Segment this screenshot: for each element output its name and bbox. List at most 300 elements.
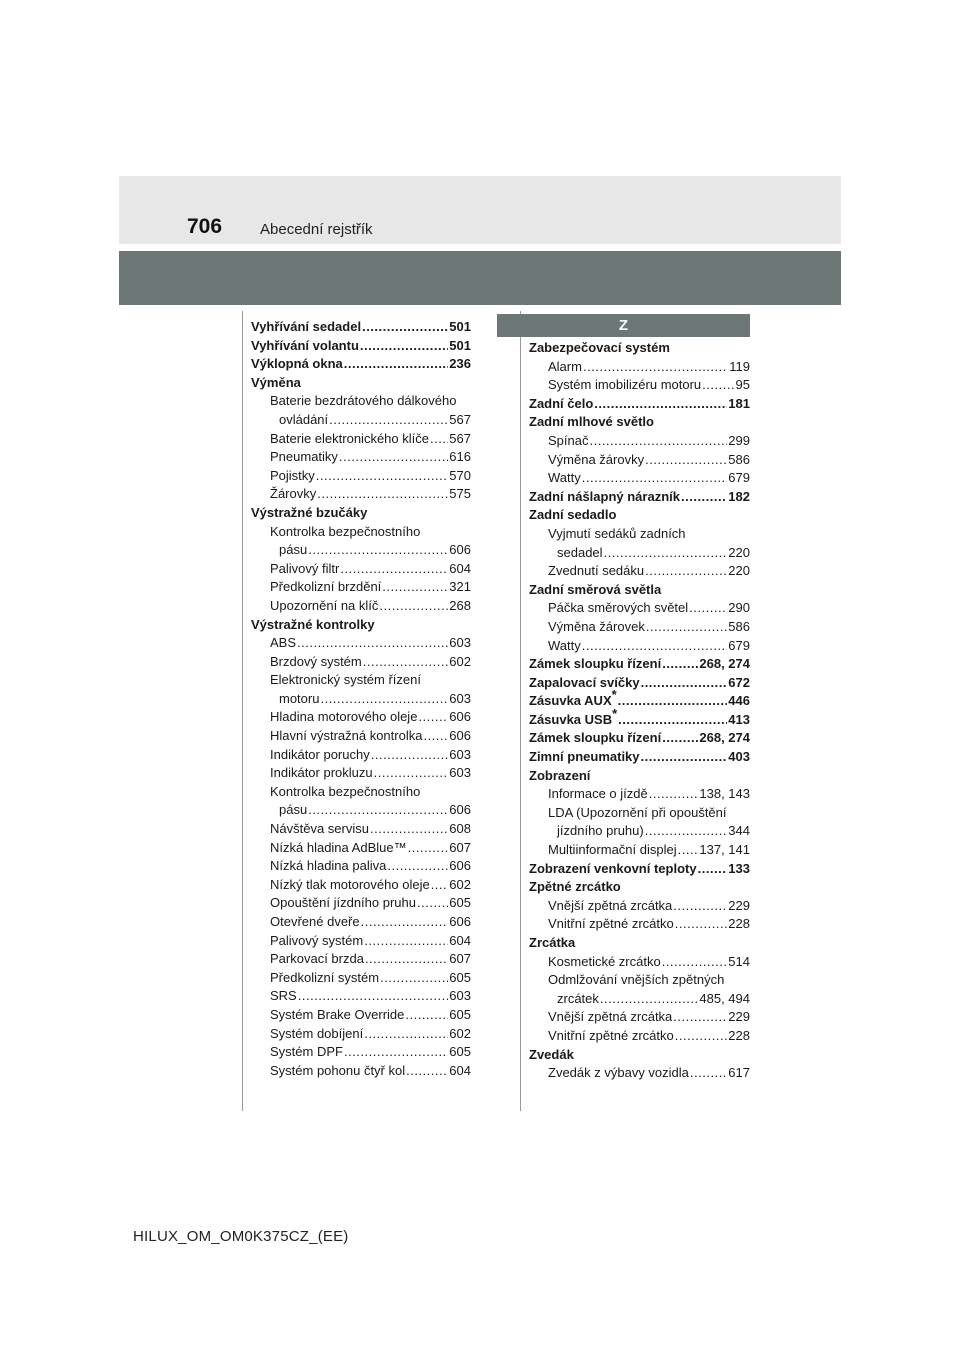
index-entry-text: Multiinformační displej xyxy=(548,842,677,858)
index-entry xyxy=(251,1006,471,1025)
index-entry-label xyxy=(548,469,581,488)
index-entry xyxy=(251,857,471,876)
index-page-ref: 606 xyxy=(449,858,471,874)
index-entry-text: Informace o jízdě xyxy=(548,786,648,802)
left-column-rule xyxy=(242,311,243,1111)
index-page-ref: 603 xyxy=(449,765,471,781)
dot-leader xyxy=(297,634,448,653)
index-page-ref: 617 xyxy=(728,1065,750,1081)
index-entry-label xyxy=(548,785,648,804)
index-entry-label xyxy=(270,987,297,1006)
dot-leader xyxy=(681,488,727,507)
index-entry-text: Žárovky xyxy=(270,486,317,502)
index-entry-text: Otevřené dveře xyxy=(270,914,360,929)
index-entry xyxy=(251,541,471,560)
index-entry-text: Palivový filtr xyxy=(270,560,340,576)
dot-leader xyxy=(618,711,727,730)
dot-leader xyxy=(594,395,727,414)
index-entry-text: Spínač xyxy=(548,432,589,448)
index-entry-text: Opouštění jízdního pruhu xyxy=(270,895,416,911)
index-subentry-text: Elektronický systém řízení xyxy=(270,672,421,688)
index-heading: Výstražné bzučáky xyxy=(251,504,368,520)
dot-leader xyxy=(649,785,699,804)
index-page-ref: 570 xyxy=(449,467,471,483)
index-heading: Zvedák xyxy=(529,1046,574,1062)
index-entry-text: Návštěva servisu xyxy=(270,821,369,837)
index-page-ref: 137, 141 xyxy=(699,842,750,858)
index-entry-label xyxy=(270,1025,363,1044)
index-page-ref: 607 xyxy=(449,951,471,967)
index-subentry-text: Kontrolka bezpečnostního xyxy=(270,523,421,539)
index-entry xyxy=(529,897,750,916)
index-entry-label xyxy=(548,1027,674,1046)
index-entry-text: Zámek sloupku řízení xyxy=(529,656,662,672)
index-page-ref: 567 xyxy=(449,411,471,427)
index-entry xyxy=(529,432,750,451)
index-entry-text: Nízká hladina AdBlue™ xyxy=(270,839,407,855)
index-entry xyxy=(251,913,471,932)
index-page-ref: 603 xyxy=(449,746,471,762)
index-entry-label xyxy=(270,857,386,876)
index-entry-text: Zadní nášlapný nárazník xyxy=(529,488,680,504)
index-entry-label xyxy=(529,705,618,730)
index-entry xyxy=(529,1064,750,1083)
index-entry xyxy=(251,430,471,449)
dot-leader xyxy=(339,448,448,467)
index-entry-text: Předkolizní brzdění xyxy=(270,579,382,595)
dot-leader xyxy=(365,950,448,969)
index-entry-label xyxy=(548,1064,689,1083)
dot-leader xyxy=(675,1027,728,1046)
index-entry-label xyxy=(548,562,644,581)
dot-leader xyxy=(604,544,728,563)
dot-leader xyxy=(662,729,698,748)
index-entry-text: pásu xyxy=(279,542,308,558)
index-page-ref: 344 xyxy=(728,823,750,839)
index-page-ref: 607 xyxy=(449,839,471,855)
index-entry-label xyxy=(270,820,369,839)
index-entry-label xyxy=(270,1062,405,1081)
dot-leader xyxy=(582,637,728,656)
index-entry-text: Výměna žárovek xyxy=(548,618,645,634)
index-entry xyxy=(251,894,471,913)
index-page-ref: 228 xyxy=(728,916,750,932)
dot-leader xyxy=(662,953,728,972)
dot-leader xyxy=(374,764,449,783)
index-entry-text: Hladina motorového oleje xyxy=(270,709,418,725)
dot-leader xyxy=(689,599,727,618)
index-entry-label xyxy=(270,467,315,486)
index-entry-text: ABS xyxy=(270,635,297,651)
dot-leader xyxy=(363,653,449,672)
index-entry-text: Výměna žárovky xyxy=(548,451,645,467)
index-entry xyxy=(251,578,471,597)
index-entry-text: zrcátek xyxy=(557,990,599,1006)
index-page-ref: 604 xyxy=(449,932,471,948)
index-heading: Výměna xyxy=(251,374,301,390)
index-entry-text: Systém dobíjení xyxy=(270,1025,364,1041)
index-entry-label xyxy=(270,708,417,727)
index-column-left xyxy=(251,318,471,1080)
index-entry xyxy=(529,860,750,879)
index-entry-text: motoru xyxy=(279,690,320,706)
dot-leader xyxy=(329,411,448,430)
index-entry-text: Vnitřní zpětné zrcátko xyxy=(548,1027,674,1043)
section-title: Abecední rejstřík xyxy=(260,221,373,238)
index-entry-text: Zvednutí sedáku xyxy=(548,563,645,579)
dot-leader xyxy=(645,451,727,470)
index-entry-label xyxy=(548,637,581,656)
index-entry-text: Zásuvka AUX xyxy=(529,693,612,709)
dot-leader xyxy=(364,1025,448,1044)
index-entry-label xyxy=(270,1043,343,1062)
index-page-ref: 606 xyxy=(449,542,471,558)
index-entry-text: Palivový systém xyxy=(270,932,364,948)
index-page-ref: 229 xyxy=(728,897,750,913)
index-entry xyxy=(251,485,471,504)
document-code: HILUX_OM_OM0K375CZ_(EE) xyxy=(133,1228,349,1245)
index-page-ref: 268, 274 xyxy=(699,730,750,746)
index-page-ref: 608 xyxy=(449,821,471,837)
index-entry-label xyxy=(557,544,603,563)
index-entry xyxy=(529,674,750,693)
index-entry xyxy=(251,1043,471,1062)
dot-leader xyxy=(675,915,728,934)
dot-leader xyxy=(344,1043,448,1062)
index-entry-text: Předkolizní systém xyxy=(270,969,380,985)
dot-leader xyxy=(360,337,448,356)
index-page-ref: 616 xyxy=(449,449,471,465)
index-entry-text: Páčka směrových světel xyxy=(548,600,689,616)
index-entry-label xyxy=(270,932,363,951)
index-subentry-text: LDA (Upozornění při opouštění xyxy=(548,804,727,820)
index-entry xyxy=(529,1027,750,1046)
index-entry-text: Indikátor prokluzu xyxy=(270,765,373,781)
dot-leader xyxy=(382,578,448,597)
index-entry-label xyxy=(279,541,307,560)
index-heading: Zobrazení xyxy=(529,767,591,783)
header-dark-band xyxy=(119,251,841,305)
dot-leader xyxy=(583,358,728,377)
index-entry xyxy=(251,355,471,374)
dot-leader xyxy=(406,1062,448,1081)
index-heading: Výstražné kontrolky xyxy=(251,616,375,632)
index-entry-text: Indikátor poruchy xyxy=(270,746,370,762)
index-entry xyxy=(529,488,750,507)
index-entry xyxy=(251,634,471,653)
dot-leader xyxy=(430,430,448,449)
index-page-ref: 602 xyxy=(449,653,471,669)
index-page-ref: 567 xyxy=(449,430,471,446)
index-entry-text: Vnější zpětná zrcátka xyxy=(548,897,673,913)
index-entry-label xyxy=(548,432,588,451)
index-page-ref: 220 xyxy=(728,544,750,560)
index-entry xyxy=(251,727,471,746)
index-page-ref: 95 xyxy=(735,377,750,393)
dot-leader xyxy=(387,857,448,876)
header-band xyxy=(119,176,841,244)
index-entry-label xyxy=(529,686,617,711)
index-page-ref: 605 xyxy=(449,1006,471,1022)
index-entry xyxy=(529,655,750,674)
index-page-ref: 403 xyxy=(728,749,750,765)
index-page-ref: 229 xyxy=(728,1009,750,1025)
index-entry-label xyxy=(548,358,582,377)
index-page-ref: 602 xyxy=(449,876,471,892)
index-entry xyxy=(251,746,471,765)
index-entry-label xyxy=(270,969,379,988)
index-entry xyxy=(529,953,750,972)
index-entry-text: Pneumatiky xyxy=(270,449,338,465)
dot-leader xyxy=(418,708,448,727)
index-entry xyxy=(251,764,471,783)
index-page-ref: 586 xyxy=(728,618,750,634)
index-page-ref: 321 xyxy=(449,579,471,595)
index-page-ref: 604 xyxy=(449,1062,471,1078)
index-entry-label xyxy=(529,674,640,693)
index-page-ref: 501 xyxy=(449,337,471,353)
index-page-ref: 605 xyxy=(449,1044,471,1060)
index-heading: Zabezpečovací systém xyxy=(529,340,670,355)
index-page-ref: 606 xyxy=(449,728,471,744)
dot-leader xyxy=(308,541,448,560)
index-entry-label xyxy=(270,913,360,932)
index-entry-text: Brzdový systém xyxy=(270,653,362,669)
dot-leader xyxy=(589,432,727,451)
index-entry xyxy=(251,411,471,430)
dot-leader xyxy=(371,746,449,765)
index-page-ref: 586 xyxy=(728,451,750,467)
dot-leader xyxy=(702,376,734,395)
index-page-ref: 605 xyxy=(449,969,471,985)
index-page-ref: 119 xyxy=(729,358,750,374)
dot-leader xyxy=(379,597,448,616)
index-entry-text: SRS xyxy=(270,988,297,1004)
index-entry-text: Systém pohonu čtyř kol xyxy=(270,1062,406,1078)
footnote-asterisk: * xyxy=(611,686,617,702)
index-entry-text: Watty xyxy=(548,637,581,653)
footnote-asterisk: * xyxy=(612,705,618,721)
index-entry-text: sedadel xyxy=(557,544,603,560)
index-entry-text: Alarm xyxy=(548,358,582,374)
index-entry-text: Výklopná okna xyxy=(251,356,343,372)
index-entry-text: Zimní pneumatiky xyxy=(529,749,640,765)
index-entry xyxy=(529,618,750,637)
index-entry-label xyxy=(548,897,672,916)
dot-leader xyxy=(298,987,449,1006)
index-page-ref: 604 xyxy=(449,560,471,576)
index-page-ref: 575 xyxy=(449,486,471,502)
index-heading: Zrcátka xyxy=(529,935,576,950)
index-entry-label xyxy=(270,634,296,653)
index-page-ref: 603 xyxy=(449,690,471,706)
index-entry-text: Zásuvka USB xyxy=(529,711,613,727)
index-entry xyxy=(529,637,750,656)
index-entry-label xyxy=(548,599,688,618)
dot-leader xyxy=(340,560,448,579)
index-page-ref: 603 xyxy=(449,635,471,651)
index-entry-label xyxy=(270,839,407,858)
index-page-ref: 268 xyxy=(449,597,471,613)
index-entry xyxy=(251,448,471,467)
index-entry-label xyxy=(529,488,680,507)
index-entry xyxy=(529,358,750,377)
index-page-ref: 268, 274 xyxy=(699,656,750,672)
index-heading: Zadní sedadlo xyxy=(529,507,617,523)
index-entry-text: pásu xyxy=(279,802,308,818)
index-entry-label xyxy=(279,690,319,709)
index-entry-text: jízdního pruhu) xyxy=(557,823,644,839)
index-entry xyxy=(251,876,471,895)
index-entry-label xyxy=(529,729,661,748)
center-column-rule xyxy=(520,311,521,1111)
index-entry xyxy=(529,729,750,748)
dot-leader xyxy=(317,485,448,504)
index-page-ref: 501 xyxy=(449,319,471,334)
index-entry-label xyxy=(270,764,373,783)
dot-leader xyxy=(618,692,728,711)
index-page-ref: 413 xyxy=(728,711,750,727)
index-page-ref: 485, 494 xyxy=(699,990,750,1006)
index-entry xyxy=(529,841,750,860)
index-page-ref: 603 xyxy=(449,988,471,1004)
index-page-ref: 181 xyxy=(728,395,750,411)
index-entry xyxy=(251,318,471,337)
dot-leader xyxy=(662,655,698,674)
index-entry xyxy=(251,1025,471,1044)
index-heading: Zpětné zrcátko xyxy=(529,879,621,895)
dot-leader xyxy=(320,690,448,709)
dot-leader xyxy=(361,913,449,932)
dot-leader xyxy=(690,1064,727,1083)
index-entry-label xyxy=(548,953,661,972)
index-page-ref: 182 xyxy=(728,488,750,504)
index-page-ref: 514 xyxy=(728,953,750,969)
index-entry-text: Zapalovací svíčky xyxy=(529,674,640,690)
index-page-ref: 299 xyxy=(728,432,750,448)
dot-leader xyxy=(645,822,728,841)
index-entry xyxy=(529,544,750,563)
index-entry-text: Baterie elektronického klíče xyxy=(270,430,429,446)
dot-leader xyxy=(641,748,728,767)
dot-leader xyxy=(316,467,449,486)
index-entry xyxy=(251,987,471,1006)
dot-leader xyxy=(645,562,727,581)
index-entry-text: Parkovací brzda xyxy=(270,951,364,967)
index-entry-label xyxy=(529,655,661,674)
index-entry-label xyxy=(270,578,381,597)
dot-leader xyxy=(423,727,448,746)
dot-leader xyxy=(344,355,449,374)
index-entry xyxy=(529,748,750,767)
index-entry-text: Pojistky xyxy=(270,467,315,483)
index-entry-label xyxy=(270,894,416,913)
index-entry-text: Hlavní výstražná kontrolka xyxy=(270,728,423,744)
index-page-ref: 606 xyxy=(449,709,471,725)
index-entry-label xyxy=(251,337,359,356)
dot-leader xyxy=(673,1008,727,1027)
index-page-ref: 606 xyxy=(449,914,471,929)
index-entry-label xyxy=(548,451,644,470)
index-page-ref: 672 xyxy=(728,674,750,690)
index-entry-text: Systém Brake Override xyxy=(270,1006,405,1022)
index-entry-text: Vyhřívání sedadel xyxy=(251,319,362,334)
index-entry-label xyxy=(270,950,364,969)
index-entry xyxy=(251,708,471,727)
index-entry-label xyxy=(270,448,338,467)
index-page-ref: 679 xyxy=(728,637,750,653)
index-entry-text: Systém DPF xyxy=(270,1044,343,1060)
index-entry-label xyxy=(557,822,644,841)
index-page-ref: 605 xyxy=(449,895,471,911)
index-entry-text: Nízká hladina paliva xyxy=(270,858,387,874)
index-entry-label xyxy=(251,318,361,337)
dot-leader xyxy=(380,969,448,988)
index-entry-label xyxy=(529,748,640,767)
dot-leader xyxy=(308,801,448,820)
index-entry-label xyxy=(548,915,674,934)
index-entry-text: Systém imobilizéru motoru xyxy=(548,377,702,393)
index-entry-text: Zobrazení venkovní teploty xyxy=(529,860,697,876)
index-entry-text: Zámek sloupku řízení xyxy=(529,730,662,746)
index-entry xyxy=(529,599,750,618)
index-entry-label xyxy=(270,597,378,616)
index-page-ref: 138, 143 xyxy=(699,786,750,802)
index-entry xyxy=(529,915,750,934)
index-entry-text: Kosmetické zrcátko xyxy=(548,953,661,969)
index-entry xyxy=(251,597,471,616)
index-entry-text: Vnitřní zpětné zrcátko xyxy=(548,916,674,932)
index-subentry-text: Kontrolka bezpečnostního xyxy=(270,783,421,799)
dot-leader xyxy=(408,839,449,858)
index-entry xyxy=(529,785,750,804)
index-entry-text: Upozornění na klíč xyxy=(270,597,379,613)
index-page-ref: 228 xyxy=(728,1027,750,1043)
index-entry-label xyxy=(279,411,328,430)
index-entry xyxy=(251,653,471,672)
index-subentry-text: Baterie bezdrátového dálkového xyxy=(270,393,457,409)
index-entry-text: Nízký tlak motorového oleje xyxy=(270,876,430,892)
index-entry-label xyxy=(270,1006,404,1025)
index-entry-label xyxy=(270,485,316,504)
index-entry-label xyxy=(270,560,339,579)
index-entry xyxy=(251,969,471,988)
index-entry xyxy=(251,801,471,820)
dot-leader xyxy=(673,897,727,916)
index-heading: Zadní mlhové světlo xyxy=(529,414,654,430)
index-entry-label xyxy=(529,395,593,414)
index-entry xyxy=(251,1062,471,1081)
index-entry-label xyxy=(548,841,677,860)
index-subentry-text: Odmlžování vnějších zpětných xyxy=(548,972,725,988)
index-page-ref: 133 xyxy=(728,860,750,876)
index-entry-text: Watty xyxy=(548,470,581,486)
dot-leader xyxy=(417,894,448,913)
index-subentry-text: Vyjmutí sedáků zadních xyxy=(548,525,686,541)
index-entry xyxy=(529,376,750,395)
dot-leader xyxy=(370,820,448,839)
index-entry-label xyxy=(270,876,430,895)
index-entry-label xyxy=(270,653,362,672)
index-entry xyxy=(529,395,750,414)
index-entry-text: ovládání xyxy=(279,411,329,427)
index-entry xyxy=(251,820,471,839)
dot-leader xyxy=(646,618,727,637)
index-entry xyxy=(251,337,471,356)
dot-leader xyxy=(678,841,699,860)
index-entry-text: Zadní čelo xyxy=(529,395,594,411)
index-entry xyxy=(529,686,750,711)
